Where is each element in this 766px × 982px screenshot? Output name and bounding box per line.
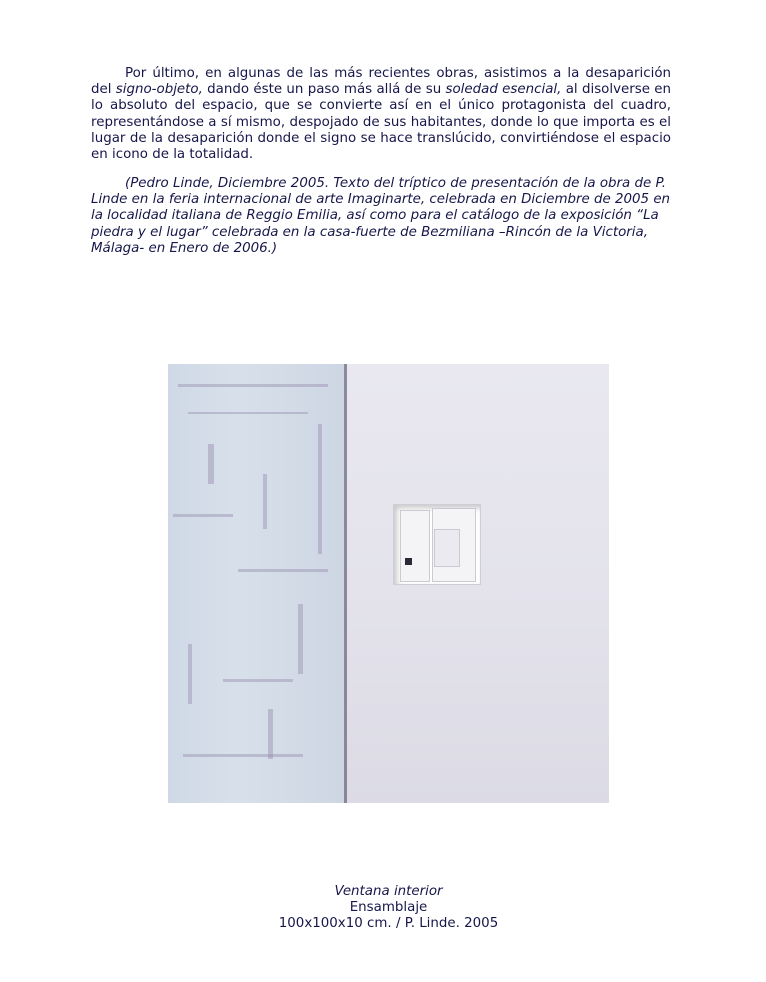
- artwork-niche: [394, 505, 480, 584]
- caption-details: 100x100x10 cm. / P. Linde. 2005: [278, 916, 499, 931]
- panel-edge: [344, 364, 347, 803]
- artwork-photo: [168, 364, 609, 803]
- citation-paragraph: (Pedro Linde, Diciembre 2005. Texto del tríptico de presentación de la obra de P. Linde en la feria internacional de arte Imaginarte, celebrada en Diciembre de 2005 en la localidad italiana de Reggio Emilia, así como para el catálogo de la exposición “La piedra y el lugar” celebrada en la casa-fuerte de Bezmiliana –Rincón de la Victoria, Málaga- en Enero de 2006.): [91, 176, 671, 256]
- niche-dark-square: [405, 558, 412, 565]
- caption-medium: Ensamblaje: [349, 900, 428, 915]
- paragraph-mid: dando éste un paso más allá de su: [202, 82, 446, 98]
- emphasis-soledad-esencial: soledad esencial,: [445, 82, 562, 98]
- paragraph-rest: al disolverse en lo absoluto del espacio, que se convierte así en el único protagonista del cuadro, representándose a sí mismo, despojado de sus habitantes, donde lo que importa es el lugar de la desaparición donde el signo se hace translúcido, convirtiéndose el espacio en icono de la totalidad.: [91, 82, 672, 163]
- body-paragraph: [91, 66, 671, 163]
- paragraph-intro: Por último, en algunas de las más recientes obras, asistimos a la desaparición del: [91, 66, 671, 98]
- artwork-left-panel: [168, 364, 344, 803]
- caption-title: Ventana interior: [334, 884, 443, 899]
- emphasis-signo-objeto: signo-objeto,: [115, 82, 203, 98]
